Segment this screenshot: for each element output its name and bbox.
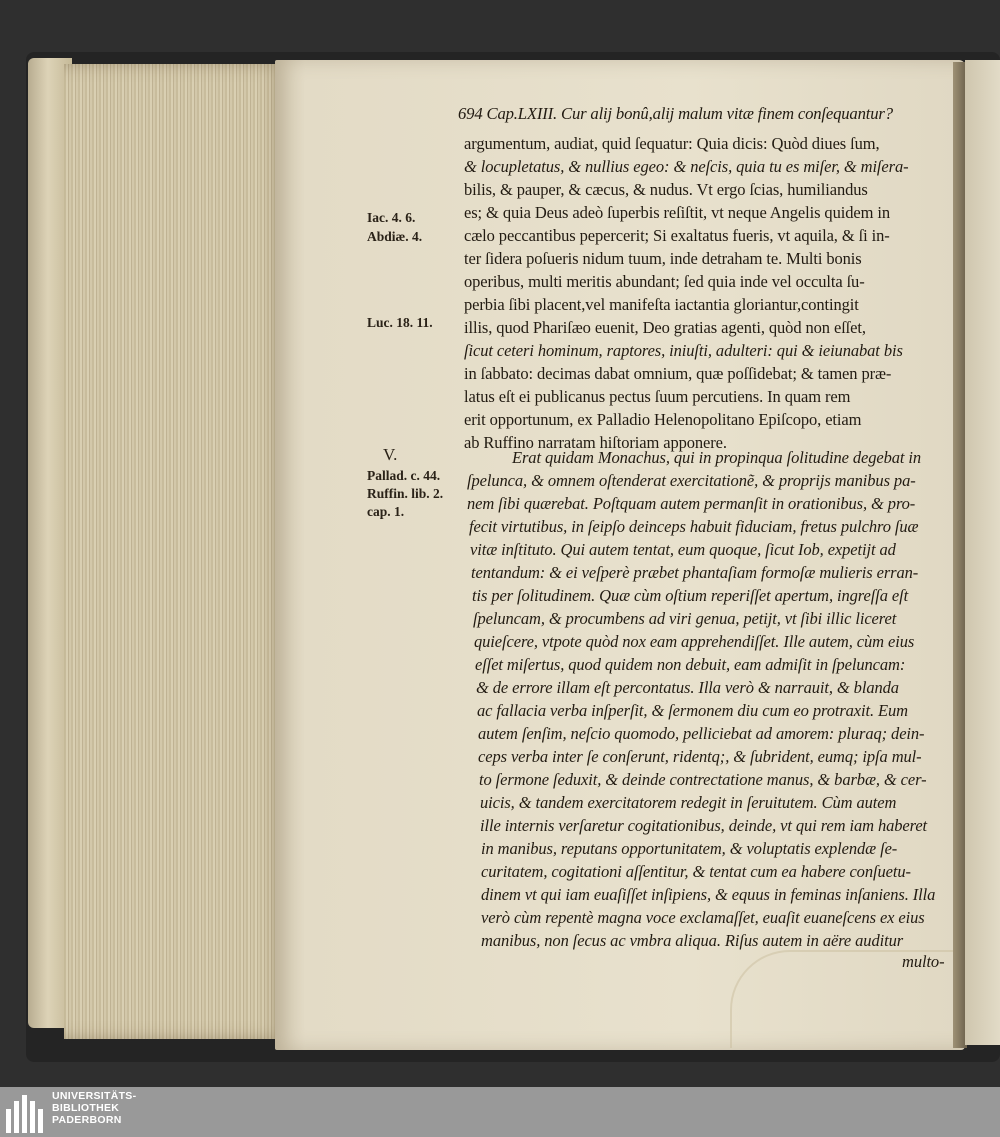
text-line: ille internis verſaretur cogitationibus, deinde, vt qui rem iam haberet — [480, 816, 928, 835]
text-line: eſſet miſertus, quod quidem non debuit, eam admiſit in ſpeluncam: — [475, 655, 906, 674]
library-logo-icon — [6, 1093, 46, 1133]
margin-note: cap. 1. — [367, 504, 405, 519]
text-line: verò cùm repentè magna voce exclamaſſet, euaſit euaneſcens ex eius — [481, 908, 925, 927]
text-line: manibus, non ſecus ac vmbra aliqua. Riſus autem in aëre auditur — [481, 931, 904, 950]
text-line: cælo peccantibus pepercerit; Si exaltatus fueris, vt aquila, & ſi in- — [464, 226, 890, 245]
text-line: tentandum: & ei veſperè præbet phantaſiam formoſæ mulieris erran- — [471, 563, 919, 582]
text-line: es; & quia Deus adeò ſuperbis reſiſtit, vt neque Angelis quidem in — [464, 203, 890, 222]
library-name-line3: PADERBORN — [52, 1114, 122, 1126]
text-line: to ſermone ſeduxit, & deinde contrectatione manus, & barbæ, & cer- — [479, 770, 927, 789]
text-line: autem ſenſim, neſcio quomodo, pelliciebat ad amorem: pluraq; dein- — [478, 724, 925, 743]
text-line: nem ſibi quærebat. Poſtquam autem permanſit in orationibus, & pro- — [467, 494, 916, 513]
running-header: 694 Cap.LXIII. Cur alij bonû,alij malum vitæ finem conſequantur? — [458, 104, 893, 123]
text-line: argumentum, audiat, quid ſequatur: Quia dicis: Quòd diues ſum, — [464, 134, 880, 153]
text-line: in ſabbato: decimas dabat omnium, quæ poſſidebat; & tamen præ- — [464, 364, 892, 383]
text-line: operibus, multi meritis abundant; ſed quia inde vel occulta ſu- — [464, 272, 865, 291]
library-footer — [0, 1087, 1000, 1137]
margin-note: Abdiæ. 4. — [367, 229, 423, 244]
text-line: & de errore illam eſt percontatus. Illa verò & narrauit, & blanda — [476, 678, 899, 697]
text-line: ab Ruffino narratam hiſtoriam apponere. — [464, 433, 727, 452]
text-line: & locupletatus, & nullius egeo: & neſcis, quia tu es miſer, & miſera- — [464, 157, 909, 176]
text-line: bilis, & pauper, & cæcus, & nudus. Vt ergo ſcias, humiliandus — [464, 180, 868, 199]
section-number: V. — [383, 445, 398, 464]
text-line: tis per ſolitudinem. Quæ cùm oſtium reperiſſet apertum, ingreſſa eſt — [472, 586, 909, 605]
text-line: curitatem, cogitationi aſſentitur, & tentat cum ea habere conſuetu- — [481, 862, 911, 881]
text-line: in manibus, reputans opportunitatem, & voluptatis explendæ ſe- — [481, 839, 898, 858]
library-name-line2: BIBLIOTHEK — [52, 1102, 120, 1114]
text-line: vitæ inſtituto. Qui autem tentat, eum quoque, ſicut Iob, expetijt ad — [470, 540, 896, 559]
margin-note: Iac. 4. 6. — [367, 210, 416, 225]
text-line: ſpeluncam, & procumbens ad viri genua, petijt, vt ſibi illic liceret — [473, 609, 897, 628]
text-line: dinem vt qui iam euaſiſſet inſipiens, & equus in feminas inſaniens. Illa — [481, 885, 936, 904]
text-line: fecit virtutibus, in ſeipſo deinceps habuit fiduciam, fretus pulchro ſuæ — [469, 517, 919, 536]
margin-note: Luc. 18. 11. — [367, 315, 433, 330]
text-line: ac fallacia verba inſperſit, & ſermonem diu cum eo protraxit. Eum — [477, 701, 908, 720]
catchword: multo- — [902, 952, 945, 971]
text-line: quieſcere, vtpote quòd nox eam apprehendiſſet. Ille autem, cùm eius — [474, 632, 915, 651]
margin-note: Pallad. c. 44. — [367, 468, 441, 483]
text-line: erit opportunum, ex Palladio Helenopolitano Epiſcopo, etiam — [464, 410, 862, 429]
text-line: ter ſidera poſueris nidum tuum, inde detraham te. Multi bonis — [464, 249, 862, 268]
text-line: Erat quidam Monachus, qui in propinqua ſolitudine degebat in — [512, 448, 922, 467]
text-line: perbia ſibi placent,vel manifeſta iactantia gloriantur,contingit — [464, 295, 859, 314]
text-line: ſicut ceteri hominum, raptores, iniuſti, adulteri: qui & ieiunabat bis — [464, 341, 903, 360]
text-line: illis, quod Phariſæo euenit, Deo gratias agenti, quòd non eſſet, — [464, 318, 866, 337]
text-line: ceps verba inter ſe conſerunt, ridentq;, & ſubrident, eumq; ipſa mul- — [478, 747, 922, 766]
text-line: ſpelunca, & omnem oſtenderat exercitationẽ, & proprijs manibus pa- — [467, 471, 916, 490]
text-line: uicis, & tandem exercitatorem redegit in ſeruitutem. Cùm autem — [480, 793, 897, 812]
text-line: latus eſt ei publicanus pectus ſuum percutiens. In quam rem — [464, 387, 851, 406]
library-name-line1: UNIVERSITÄTS- — [52, 1090, 137, 1102]
margin-note: Ruffin. lib. 2. — [367, 486, 444, 501]
